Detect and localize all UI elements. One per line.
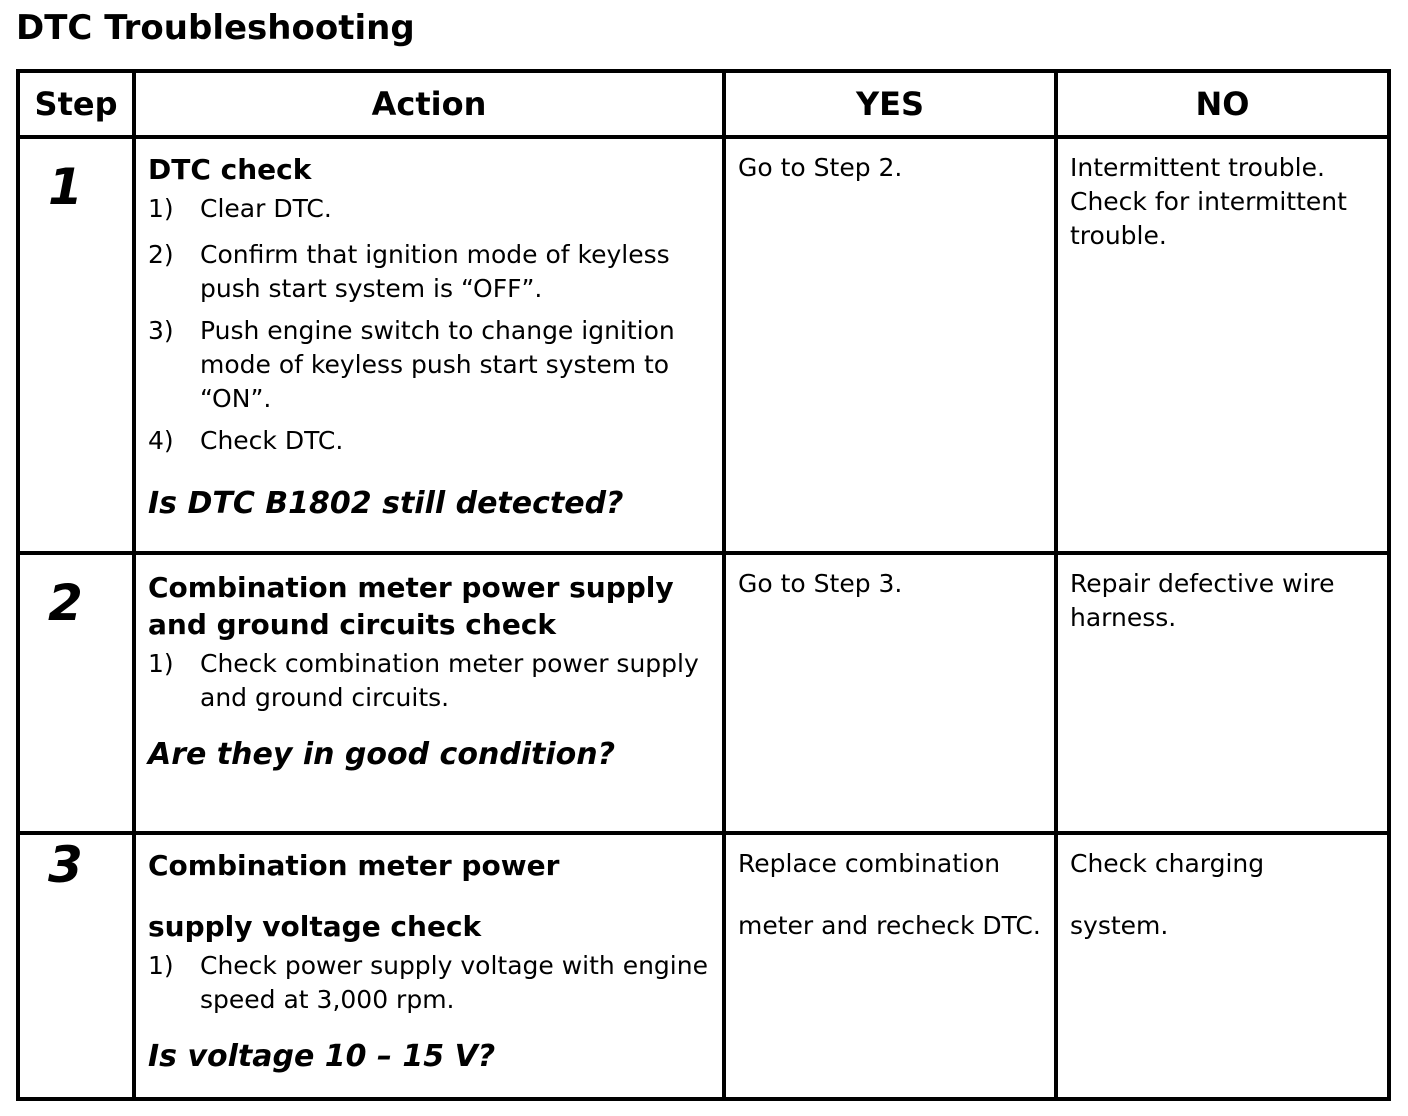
action-title-continued: supply voltage check bbox=[148, 910, 482, 943]
no-text: Repair defective wire harness. bbox=[1070, 569, 1335, 632]
header-action: Action bbox=[134, 71, 724, 137]
action-steps bbox=[148, 192, 712, 458]
question: Are they in good condition? bbox=[148, 737, 616, 772]
item-number: 1) bbox=[148, 194, 174, 223]
yes-cell bbox=[724, 553, 1056, 833]
table-row-step-2 bbox=[18, 553, 1389, 833]
no-text: Intermittent trouble. Check for intermittent trouble. bbox=[1070, 153, 1347, 250]
yes-text: Go to Step 2. bbox=[738, 153, 903, 182]
header-step: Step bbox=[18, 71, 134, 137]
action-cell bbox=[134, 553, 724, 833]
item-text: Push engine switch to change ignition mode of keyless push start system to “ON”. bbox=[200, 316, 675, 413]
step-cell bbox=[18, 137, 134, 553]
table-row-step-3 bbox=[18, 833, 1389, 1099]
item-text: Confirm that ignition mode of keyless push start system is “OFF”. bbox=[200, 240, 670, 303]
action-cell bbox=[134, 137, 724, 553]
list-item bbox=[148, 647, 712, 715]
yes-cell bbox=[724, 833, 1056, 1099]
no-text-block bbox=[1058, 835, 1387, 943]
list-item bbox=[148, 314, 712, 416]
table-row-step-1 bbox=[18, 137, 1389, 553]
step-cell bbox=[18, 833, 134, 1099]
no-text-line: Check charging bbox=[1070, 849, 1265, 878]
list-item bbox=[148, 238, 712, 306]
yes-text-block bbox=[726, 835, 1054, 943]
action-cell bbox=[134, 833, 724, 1099]
item-number: 1) bbox=[148, 649, 174, 678]
action-steps bbox=[148, 647, 712, 715]
question: Is DTC B1802 still detected? bbox=[148, 486, 624, 521]
step-number: 1 bbox=[48, 158, 83, 216]
action-steps bbox=[148, 949, 712, 1017]
no-cell bbox=[1056, 137, 1389, 553]
list-item bbox=[148, 424, 712, 458]
item-text: Check DTC. bbox=[200, 426, 344, 455]
yes-text-line: meter and recheck DTC. bbox=[738, 911, 1041, 940]
action-title: DTC check bbox=[148, 153, 312, 186]
step-number: 2 bbox=[48, 574, 83, 632]
item-text: Check power supply voltage with engine speed at 3,000 rpm. bbox=[200, 951, 708, 1014]
yes-text: Go to Step 3. bbox=[738, 569, 903, 598]
item-text: Clear DTC. bbox=[200, 194, 332, 223]
item-text: Check combination meter power supply and ground circuits. bbox=[200, 649, 699, 712]
item-number: 4) bbox=[148, 426, 174, 455]
yes-cell bbox=[724, 137, 1056, 553]
list-item bbox=[148, 192, 712, 226]
step-cell bbox=[18, 553, 134, 833]
item-number: 2) bbox=[148, 240, 174, 269]
no-text-line: system. bbox=[1070, 911, 1169, 940]
step-number: 3 bbox=[48, 836, 83, 894]
action-title: Combination meter power supply and ground circuits check bbox=[148, 571, 674, 641]
yes-text-line: Replace combination bbox=[738, 849, 1001, 878]
action-title: Combination meter power bbox=[148, 849, 560, 882]
header-yes: YES bbox=[724, 71, 1056, 137]
header-no: NO bbox=[1056, 71, 1389, 137]
item-number: 3) bbox=[148, 316, 174, 345]
table-header-row bbox=[18, 71, 1389, 137]
list-item bbox=[148, 949, 712, 1017]
troubleshooting-table bbox=[16, 69, 1391, 1101]
no-cell bbox=[1056, 553, 1389, 833]
no-cell bbox=[1056, 833, 1389, 1099]
page-title: DTC Troubleshooting bbox=[16, 8, 415, 48]
question: Is voltage 10 – 15 V? bbox=[148, 1039, 496, 1074]
item-number: 1) bbox=[148, 951, 174, 980]
